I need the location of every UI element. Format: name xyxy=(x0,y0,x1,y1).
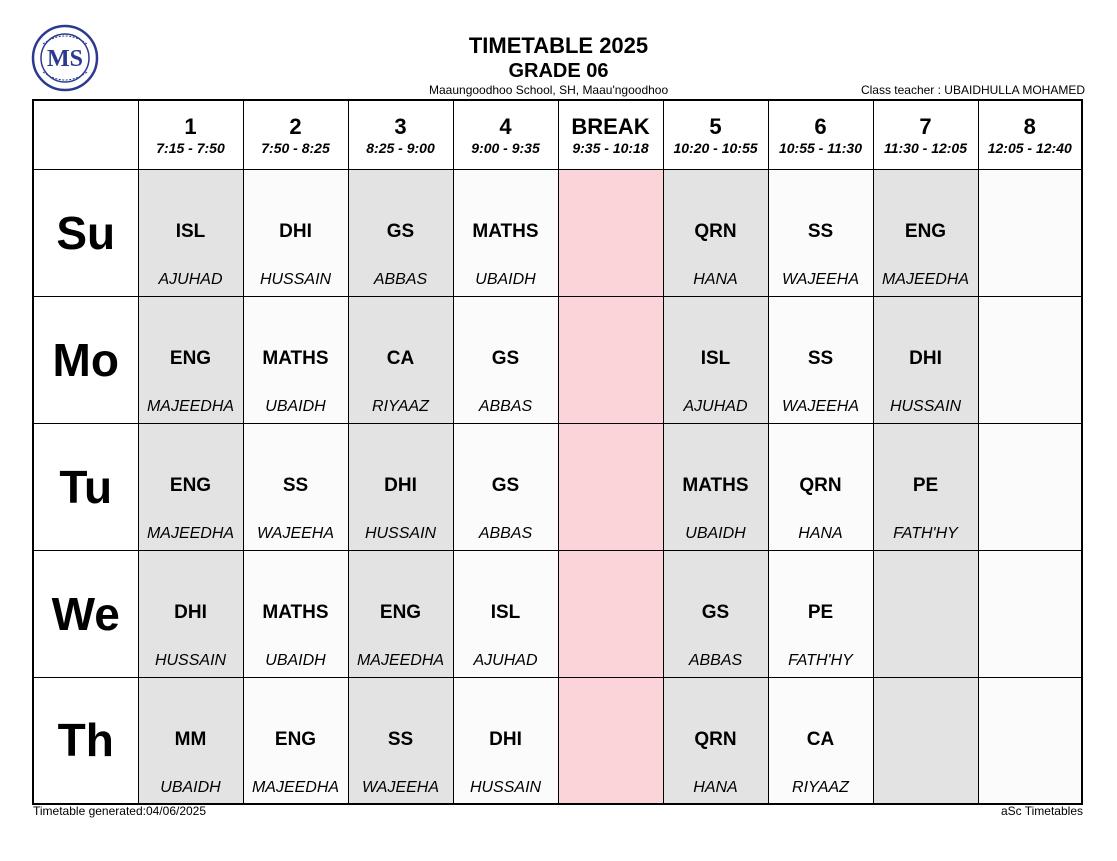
subject-code: ENG xyxy=(169,347,212,369)
subject-code: PE xyxy=(807,601,834,623)
lesson-cell xyxy=(453,423,558,550)
subject-code: MATHS xyxy=(682,474,749,496)
subject-code: ENG xyxy=(169,474,212,496)
lesson-cell xyxy=(243,169,348,296)
subject-code: PE xyxy=(912,474,939,496)
lesson-cell xyxy=(243,296,348,423)
grade-title: GRADE 06 xyxy=(508,60,609,82)
lesson-cell xyxy=(243,550,348,677)
teacher-name: HUSSAIN xyxy=(364,524,437,542)
teacher-name: AJUHAD xyxy=(683,397,748,415)
lesson-cell xyxy=(873,169,978,296)
subject-code: GS xyxy=(491,347,520,369)
subject-code: SS xyxy=(282,474,309,496)
lesson-cell xyxy=(768,677,873,804)
logo-monogram: MS xyxy=(47,46,83,72)
teacher-name: UBAIDH xyxy=(265,651,326,669)
teacher-name: HUSSAIN xyxy=(469,778,542,796)
lesson-cell xyxy=(873,423,978,550)
lesson-cell xyxy=(348,550,453,677)
subject-code: ISL xyxy=(700,347,731,369)
period-header: 4 9:00 - 9:35 xyxy=(453,100,558,169)
lesson-cell xyxy=(453,550,558,677)
subject-code: GS xyxy=(701,601,730,623)
teacher-name: AJUHAD xyxy=(473,651,538,669)
period-header: 8 12:05 - 12:40 xyxy=(978,100,1082,169)
teacher-name: HUSSAIN xyxy=(259,270,332,288)
lesson-cell xyxy=(138,677,243,804)
class-teacher: Class teacher : UBAIDHULLA MOHAMED xyxy=(860,83,1085,97)
subject-code: CA xyxy=(386,347,415,369)
subject-code: MM xyxy=(174,728,207,750)
subject-code: ISL xyxy=(175,220,206,242)
lesson-cell xyxy=(873,550,978,677)
lesson-cell xyxy=(453,169,558,296)
teacher-name: AJUHAD xyxy=(158,270,223,288)
lesson-cell xyxy=(768,423,873,550)
lesson-cell xyxy=(243,677,348,804)
lesson-cell xyxy=(978,423,1082,550)
lesson-cell xyxy=(873,296,978,423)
break-cell xyxy=(558,423,663,550)
subject-code: MATHS xyxy=(262,601,329,623)
subject-code: CA xyxy=(806,728,835,750)
day-row xyxy=(33,296,1082,423)
day-label: Su xyxy=(33,169,138,296)
lesson-cell xyxy=(138,423,243,550)
subject-code: ENG xyxy=(904,220,947,242)
teacher-name: MAJEEDHA xyxy=(356,651,445,669)
subject-code: ENG xyxy=(379,601,422,623)
break-cell xyxy=(558,169,663,296)
lesson-cell xyxy=(348,423,453,550)
period-header: 2 7:50 - 8:25 xyxy=(243,100,348,169)
lesson-cell xyxy=(663,677,768,804)
teacher-name: ABBAS xyxy=(478,397,533,415)
lesson-cell xyxy=(348,296,453,423)
teacher-name: MAJEEDHA xyxy=(251,778,340,796)
subject-code: GS xyxy=(386,220,415,242)
lesson-cell xyxy=(978,677,1082,804)
period-header: 7 11:30 - 12:05 xyxy=(873,100,978,169)
lesson-cell xyxy=(768,296,873,423)
timetable-grid xyxy=(32,99,1083,805)
subject-code: QRN xyxy=(694,728,737,750)
teacher-name: WAJEEHA xyxy=(781,270,860,288)
lesson-cell xyxy=(978,169,1082,296)
day-label: Mo xyxy=(33,296,138,423)
period-header: 1 7:15 - 7:50 xyxy=(138,100,243,169)
school-name: Maaungoodhoo School, SH, Maau'ngoodhoo xyxy=(429,83,669,97)
subject-code: DHI xyxy=(384,474,417,496)
teacher-name: ABBAS xyxy=(478,524,533,542)
lesson-cell xyxy=(663,169,768,296)
lesson-cell xyxy=(978,550,1082,677)
day-row xyxy=(33,677,1082,804)
lesson-cell xyxy=(453,296,558,423)
teacher-name: MAJEEDHA xyxy=(146,397,235,415)
lesson-cell xyxy=(768,550,873,677)
subject-code: DHI xyxy=(174,601,207,623)
period-header: 5 10:20 - 10:55 xyxy=(663,100,768,169)
teacher-name: MAJEEDHA xyxy=(146,524,235,542)
lesson-cell xyxy=(138,550,243,677)
teacher-name: WAJEEHA xyxy=(781,397,860,415)
day-label: Th xyxy=(33,677,138,804)
teacher-name: RIYAAZ xyxy=(792,778,849,796)
break-cell xyxy=(558,296,663,423)
teacher-name: HANA xyxy=(693,270,738,288)
break-cell xyxy=(558,550,663,677)
break-header: BREAK 9:35 - 10:18 xyxy=(558,100,663,169)
subject-code: MATHS xyxy=(262,347,329,369)
teacher-name: FATH'HY xyxy=(788,651,853,669)
period-header: 6 10:55 - 11:30 xyxy=(768,100,873,169)
teacher-name: UBAIDH xyxy=(160,778,221,796)
teacher-name: HANA xyxy=(693,778,738,796)
day-row xyxy=(33,169,1082,296)
teacher-name: HANA xyxy=(798,524,843,542)
teacher-name: HUSSAIN xyxy=(154,651,227,669)
lesson-cell xyxy=(348,169,453,296)
teacher-name: WAJEEHA xyxy=(256,524,335,542)
day-row xyxy=(33,423,1082,550)
subject-code: MATHS xyxy=(472,220,539,242)
lesson-cell xyxy=(873,677,978,804)
lesson-cell xyxy=(978,296,1082,423)
day-label: Tu xyxy=(33,423,138,550)
subject-code: DHI xyxy=(489,728,522,750)
day-row xyxy=(33,550,1082,677)
subject-code: SS xyxy=(807,220,834,242)
subject-code: DHI xyxy=(909,347,942,369)
generated-date: Timetable generated:04/06/2025 xyxy=(33,804,207,818)
teacher-name: UBAIDH xyxy=(475,270,536,288)
lesson-cell xyxy=(663,550,768,677)
lesson-cell xyxy=(768,169,873,296)
timetable-title: TIMETABLE 2025 xyxy=(468,33,649,58)
software-credit: aSc Timetables xyxy=(1000,804,1083,818)
lesson-cell xyxy=(243,423,348,550)
subject-code: SS xyxy=(807,347,834,369)
subject-code: ENG xyxy=(274,728,317,750)
break-cell xyxy=(558,677,663,804)
teacher-name: UBAIDH xyxy=(685,524,746,542)
subject-code: QRN xyxy=(694,220,737,242)
teacher-name: WAJEEHA xyxy=(361,778,440,796)
teacher-name: HUSSAIN xyxy=(889,397,962,415)
lesson-cell xyxy=(138,296,243,423)
lesson-cell xyxy=(663,296,768,423)
subject-code: QRN xyxy=(799,474,842,496)
teacher-name: MAJEEDHA xyxy=(881,270,970,288)
lesson-cell xyxy=(138,169,243,296)
period-header-row xyxy=(33,100,1082,169)
lesson-cell xyxy=(453,677,558,804)
lesson-cell xyxy=(663,423,768,550)
lesson-cell xyxy=(348,677,453,804)
corner-cell xyxy=(33,100,138,169)
teacher-name: ABBAS xyxy=(373,270,428,288)
teacher-name: RIYAAZ xyxy=(372,397,429,415)
subject-code: SS xyxy=(387,728,414,750)
subject-code: GS xyxy=(491,474,520,496)
teacher-name: ABBAS xyxy=(688,651,743,669)
subject-code: DHI xyxy=(279,220,312,242)
period-header: 3 8:25 - 9:00 xyxy=(348,100,453,169)
teacher-name: FATH'HY xyxy=(893,524,958,542)
teacher-name: UBAIDH xyxy=(265,397,326,415)
subject-code: ISL xyxy=(490,601,521,623)
day-label: We xyxy=(33,550,138,677)
